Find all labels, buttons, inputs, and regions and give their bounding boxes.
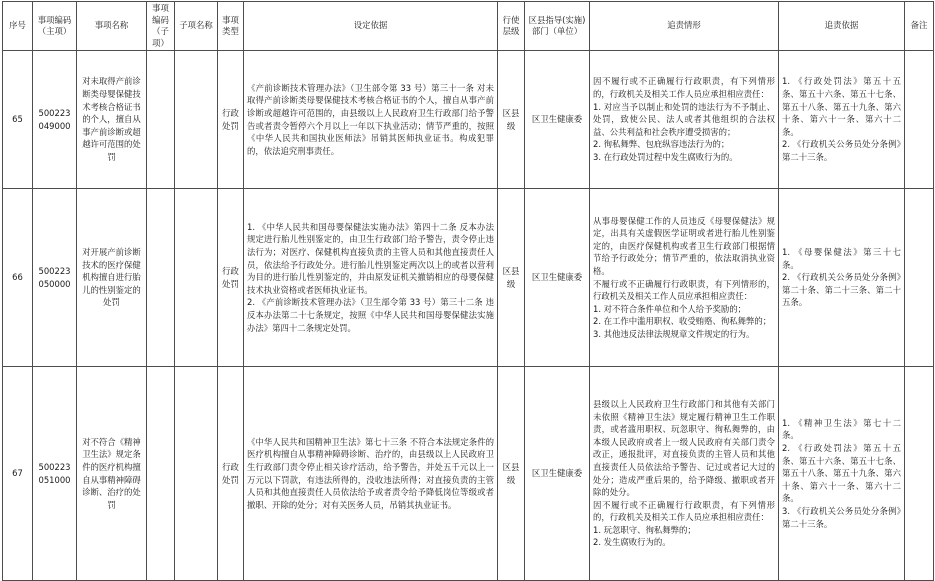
liability-paragraph: 县级以上人民政府卫生行政部门和其他有关部门未依照《精神卫生法》规定履行精神卫生工作职责，或者滥用职权、玩忽职守、徇私舞弊的，由本级人民政府或者上一级人民政府有关部门责令改正，通报批评，对直接负责的主管人员和其他直接责任人员依法给予警告、记过或者记大过的处分；造成严重后果的，给予降级、撤职或者开除的处分。 [593,398,775,498]
row-subname [175,367,218,581]
authority-table [2,1,934,581]
liability-paragraph: 2. 发生腐败行为的。 [593,537,671,548]
row-dept: 区卫生健康委 [525,51,590,189]
row-subcode [147,51,175,189]
liability-paragraph: 1. 对应当予以制止和处罚的违法行为不予制止、处罚，致使公民、法人或者其他组织的合法权益、公共利益和社会秩序遭受损害的； [593,101,775,137]
header-level: 行使层级 [498,2,525,51]
row-code: 500223050000 [33,189,77,367]
row-basis [244,367,498,581]
liability-paragraph: 从事母婴保健工作的人员违反《母婴保健法》规定，出具有关虚假医学证明或者进行胎儿性别鉴定的，由医疗保健机构或者卫生行政部门根据情节给予行政处分；情节严重的，依法取消执业资格。 [593,215,775,276]
row-subname [175,189,218,367]
liability-paragraph: 因不履行或不正确履行行政职责，有下列情形的，行政机关及相关工作人员应承担相应责任： [593,499,775,523]
liability-paragraph: 2. 徇私舞弊、包庇纵容违法行为的； [593,139,730,150]
row-name: 对不符合《精神卫生法》规定条件的医疗机构擅自从事精神障碍诊断、治疗的处罚 [77,367,147,581]
liability-basis-item: 3. 《行政机关公务员处分条例》第二十三条。 [782,505,901,529]
header-subcode: 事项编码（子项） [147,2,175,51]
header-subname: 子项名称 [175,2,218,51]
header-row [3,2,934,51]
basis-paragraph: 1. 《中华人民共和国母婴保健法实施办法》第四十二条 反本办法规定进行胎儿性别鉴定的，由卫生行政部门给予警告，责令停止违法行为；对医疗、保健机构直接负责的主管人员和其他直接责任人员，依法给予行政处分。进行胎儿性别鉴定两次以上的或者以营利为目的进行胎儿性别鉴定的，并由原发证机关撤销相应的母婴保健技术执业资格或者医师执业证书。 [247,221,494,295]
row-level: 区县级 [498,367,525,581]
row-liability-basis [779,51,905,189]
header-type: 事项类型 [218,2,244,51]
liability-basis-item: 1. 《行政处罚法》第五十五条、第五十六条、第五十七条、第五十八条、第五十九条、第六十条、第六十一条、第六十二条。 [782,76,901,137]
row-subcode [147,367,175,581]
header-note: 备注 [905,2,934,51]
row-note [905,51,934,189]
liability-paragraph: 3. 在行政处罚过程中发生腐败行为的。 [593,151,738,162]
row-code: 500223051000 [33,367,77,581]
row-dept: 区卫生健康委 [525,189,590,367]
liability-paragraph: 1. 对不符合条件单位和个人给予奖励的； [593,303,747,314]
liability-paragraph: 因不履行或不正确履行行政职责，有下列情形的，行政机关及相关工作人员应承担相应责任： [593,76,775,100]
basis-paragraph: 《产前诊断技术管理办法》（卫生部令第 33 号）第三十一条 对未取得产前诊断类母婴保健技术考核合格证书的个人，擅自从事产前诊断或超越许可范围的，由县级以上人民政府卫生行政部门给予警告或者责令暂停六个月以上一年以下执业活动；情节严重的，按照《中华人民共和国执业医师法》吊销其医师执业证书。构成犯罪的，依法追究刑事责任。 [247,82,494,156]
header-liability: 追责情形 [590,2,779,51]
row-name: 对未取得产前诊断类母婴保健技术考核合格证书的个人，擅自从事产前诊断或超越许可范围的处罚 [77,51,147,189]
row-type: 行政处罚 [218,189,244,367]
liability-basis-item: 1. 《精神卫生法》第七十二条。 [782,417,901,441]
row-name: 对开展产前诊断技术的医疗保健机构擅自进行胎儿的性别鉴定的处罚 [77,189,147,367]
row-seq: 66 [3,189,33,367]
row-note [905,367,934,581]
liability-basis-item: 1. 《母婴保健法》第三十七条。 [782,247,901,270]
header-liability-basis: 追责依据 [779,2,905,51]
table-row [3,51,934,189]
header-seq: 序号 [3,2,33,51]
liability-basis-item: 2. 《行政处罚法》第五十五条、第五十六条、第五十七条、第五十八条、第五十九条、第六十条、第六十一条、第六十二条。 [782,443,901,504]
header-name: 事项名称 [77,2,147,51]
row-type: 行政处罚 [218,367,244,581]
row-note [905,189,934,367]
liability-paragraph: 2. 在工作中滥用职权、收受贿赂、徇私舞弊的； [593,316,772,327]
row-basis [244,51,498,189]
row-seq: 65 [3,51,33,189]
row-subname [175,51,218,189]
liability-paragraph: 3. 其他违反法律法规规章文件规定的行为。 [593,328,755,339]
row-level: 区县级 [498,189,525,367]
row-liability [590,51,779,189]
row-level: 区县级 [498,51,525,189]
row-liability [590,189,779,367]
row-seq: 67 [3,367,33,581]
row-dept: 区卫生健康委 [525,367,590,581]
row-type: 行政处罚 [218,51,244,189]
row-liability [590,367,779,581]
row-subcode [147,189,175,367]
row-basis [244,189,498,367]
header-code: 事项编码（主项） [33,2,77,51]
row-liability-basis [779,189,905,367]
liability-paragraph: 1. 玩忽职守、徇私舞弊的； [593,524,696,535]
basis-paragraph: 2. 《产前诊断技术管理办法》（卫生部令第 33 号）第三十二条 违反本办法第二十七条规定，按照《中华人民共和国母婴保健法实施办法》第四十二条规定处罚。 [247,297,494,333]
header-dept: 区县指导(实施)部门（单位） [525,2,590,51]
liability-paragraph: 不履行或不正确履行行政职责，有下列情形的，行政机关及相关工作人员应承担相应责任： [593,278,775,302]
table-row [3,189,934,367]
liability-basis-item: 2. 《行政机关公务员处分条例》第二十三条。 [782,139,901,162]
basis-paragraph: 《中华人民共和国精神卫生法》第七十三条 不符合本法规定条件的医疗机构擅自从事精神障碍诊断、治疗的，由县级以上人民政府卫生行政部门责令停止相关诊疗活动，给予警告，并处五千元以上一万元以下罚款，有违法所得的，没收违法所得；对直接负责的主管人员和其他直接责任人员依法给予或者责令给予降低岗位等级或者撤职、开除的处分；对有关医务人员，吊销其执业证书。 [247,436,494,510]
row-code: 500223049000 [33,51,77,189]
row-liability-basis [779,367,905,581]
table-row [3,367,934,581]
liability-basis-item: 2. 《行政机关公务员处分条例》第二十条、第二十三条、第二十五条。 [782,272,901,308]
header-basis: 设定依据 [244,2,498,51]
